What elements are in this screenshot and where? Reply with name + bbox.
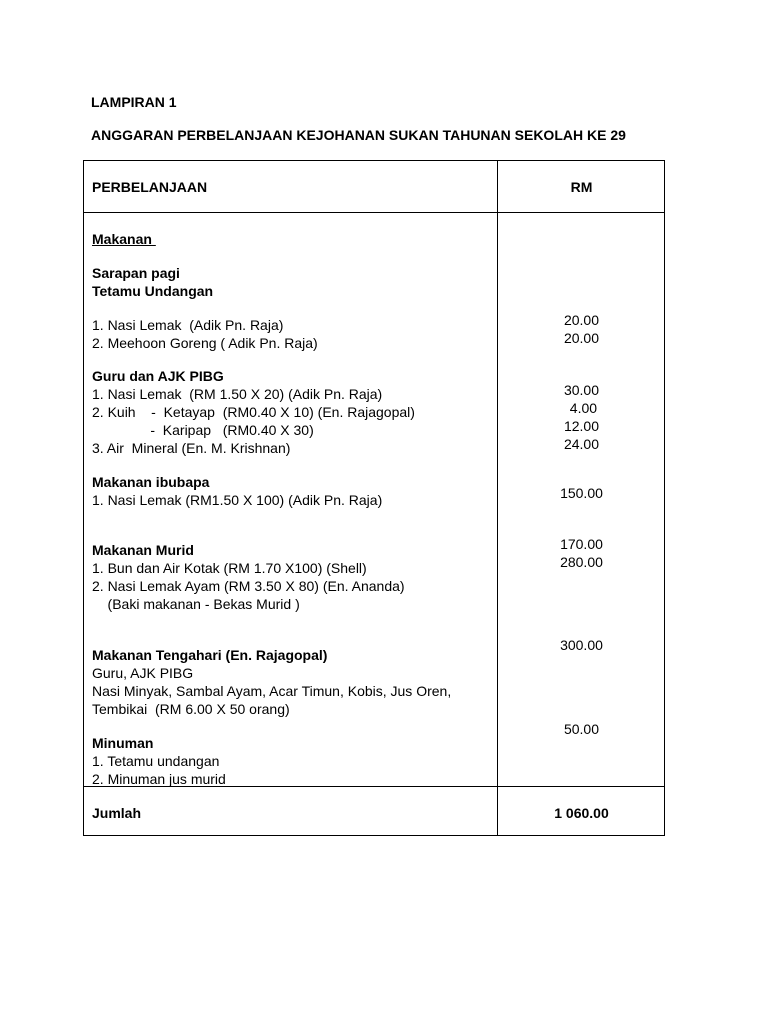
guru-amount-1: 30.00 (563, 382, 600, 398)
murid-note: (Baki makanan - Bekas Murid ) (92, 596, 300, 612)
murid-item-1: 1. Bun dan Air Kotak (RM 1.70 X100) (Shell) (92, 560, 367, 576)
guru-item-1: 1. Nasi Lemak (RM 1.50 X 20) (Adik Pn. Raja) (92, 386, 383, 402)
tengahari-line-3: Tembikai (RM 6.00 X 50 orang) (92, 701, 290, 717)
minuman-item-1: 1. Tetamu undangan (92, 753, 220, 769)
lampiran-label: LAMPIRAN 1 (91, 94, 177, 110)
column-header-item: PERBELANJAAN (92, 179, 208, 195)
sarapan-item-1: 1. Nasi Lemak (Adik Pn. Raja) (92, 317, 284, 333)
murid-amount-1: 170.00 (560, 536, 603, 552)
minuman-title: Minuman (92, 735, 154, 751)
guru-amount-4: 24.00 (563, 436, 600, 452)
header-divider (84, 212, 664, 213)
guru-item-4: 3. Air Mineral (En. M. Krishnan) (92, 440, 291, 456)
ibubapa-item-1: 1. Nasi Lemak (RM1.50 X 100) (Adik Pn. Raja) (92, 492, 383, 508)
minuman-item-2: 2. Minuman jus murid (92, 771, 226, 787)
expense-table (83, 160, 665, 836)
section-title: Makanan (92, 231, 156, 247)
sarapan-subtitle: Tetamu Undangan (92, 283, 214, 299)
guru-title: Guru dan AJK PIBG (92, 368, 224, 384)
tengahari-line-2: Nasi Minyak, Sambal Ayam, Acar Timun, Kobis, Jus Oren, (92, 683, 452, 699)
column-header-amount: RM (570, 179, 593, 195)
murid-amount-2: 280.00 (560, 554, 603, 570)
ibubapa-amount-1: 150.00 (560, 485, 603, 501)
tengahari-amount: 300.00 (560, 637, 603, 653)
murid-title: Makanan Murid (92, 542, 194, 558)
total-amount: 1 060.00 (554, 805, 609, 821)
guru-item-3: - Karipap (RM0.40 X 30) (92, 422, 314, 438)
murid-item-2: 2. Nasi Lemak Ayam (RM 3.50 X 80) (En. Ananda) (92, 578, 405, 594)
guru-amount-2: 4.00 (565, 400, 598, 416)
sarapan-amount-1: 20.00 (563, 312, 600, 328)
document-title: ANGGARAN PERBELANJAAN KEJOHANAN SUKAN TAHUNAN SEKOLAH KE 29 (91, 127, 626, 143)
sarapan-item-2: 2. Meehoon Goreng ( Adik Pn. Raja) (92, 335, 318, 351)
guru-item-2: 2. Kuih - Ketayap (RM0.40 X 10) (En. Rajagopal) (92, 404, 415, 420)
minuman-amount: 50.00 (563, 721, 600, 737)
sarapan-amount-2: 20.00 (563, 330, 600, 346)
guru-amount-3: 12.00 (563, 418, 600, 434)
sarapan-title: Sarapan pagi (92, 265, 180, 281)
ibubapa-title: Makanan ibubapa (92, 474, 210, 490)
tengahari-line-1: Guru, AJK PIBG (92, 665, 194, 681)
total-label: Jumlah (92, 805, 142, 821)
tengahari-title: Makanan Tengahari (En. Rajagopal) (92, 647, 328, 663)
